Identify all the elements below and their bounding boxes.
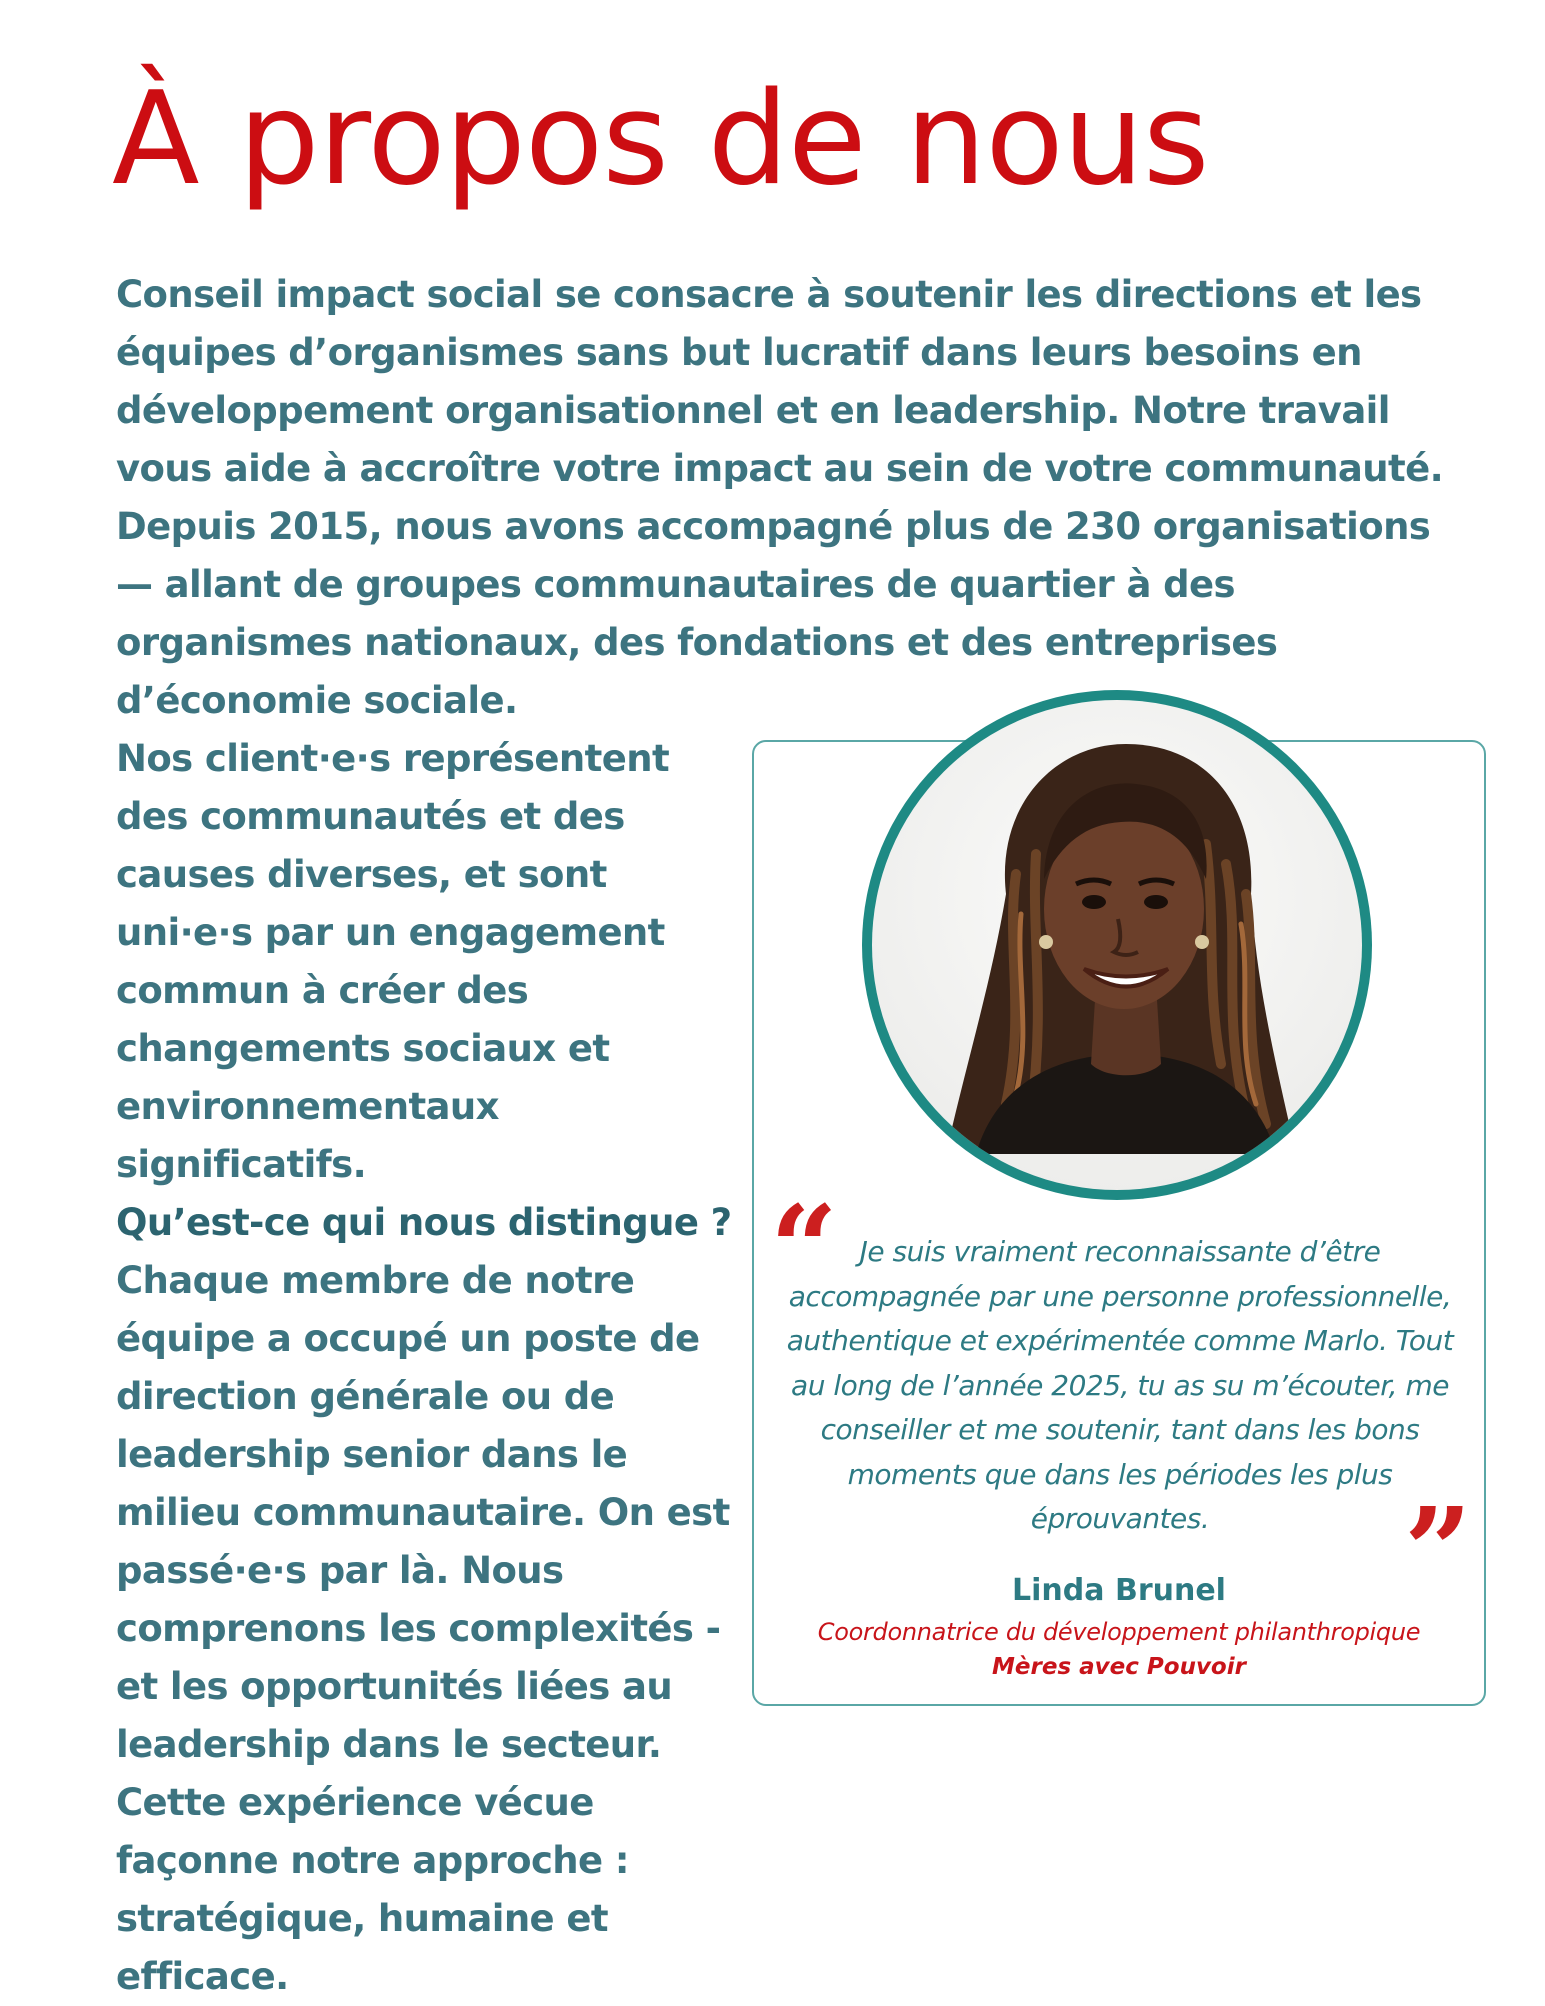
intro-paragraph: Conseil impact social se consacre à soutenir les directions et les équipes d’organismes sans but lucratif dans leurs besoins en développement organisationnel et en leadership. Notre travail vous aide à accroître votre impact au sein de votre communauté. Depuis 2015, nous avons accompagné plus de 230 organisations — allant de groupes communautaires de quartier à des organismes nationaux, des fondations et des entreprises d’économie sociale.: [116, 273, 1444, 722]
distinction-paragraph: Chaque membre de notre équipe a occupé un poste de direction générale ou de leadership senior dans le milieu communautaire. On est passé·e·s par là. Nous comprenons les complexités - et les opportunités liées au leadership dans le secteur. Cette expérience vécue façonne notre approche : stratégique, humaine et efficace.: [116, 1259, 730, 1998]
testimonial-quote: Je suis vraiment reconnaissante d’être accompagnée par une personne professionnelle, authentique et expérimentée comme Marlo. Tout au long de l’année 2025, tu as su m’écouter, me conseiller et me soutenir, tant dans les bons moments que dans les périodes les plus éprouvantes.: [786, 1235, 1454, 1535]
portrait-illustration: [856, 684, 1378, 1206]
testimonial-name: Linda Brunel: [1012, 1573, 1226, 1608]
close-quote-icon: ”: [1404, 1481, 1472, 1620]
testimonial-organization: Mères avec Pouvoir: [992, 1654, 1246, 1680]
left-column: [116, 730, 736, 2006]
testimonial-role: Coordonnatrice du développement philanthropique: [817, 1618, 1421, 1646]
clients-paragraph: Nos client·e·s représentent des communautés et des causes diverses, et sont uni·e·s par un engagement commun à créer des changements sociaux et environnementaux significatifs.: [116, 737, 670, 1186]
open-quote-icon: “: [770, 1179, 838, 1318]
testimonial-photo: [856, 684, 1378, 1206]
page-title: À propos de nous: [112, 65, 1209, 214]
distinction-heading: Qu’est-ce qui nous distingue ?: [116, 1201, 732, 1244]
